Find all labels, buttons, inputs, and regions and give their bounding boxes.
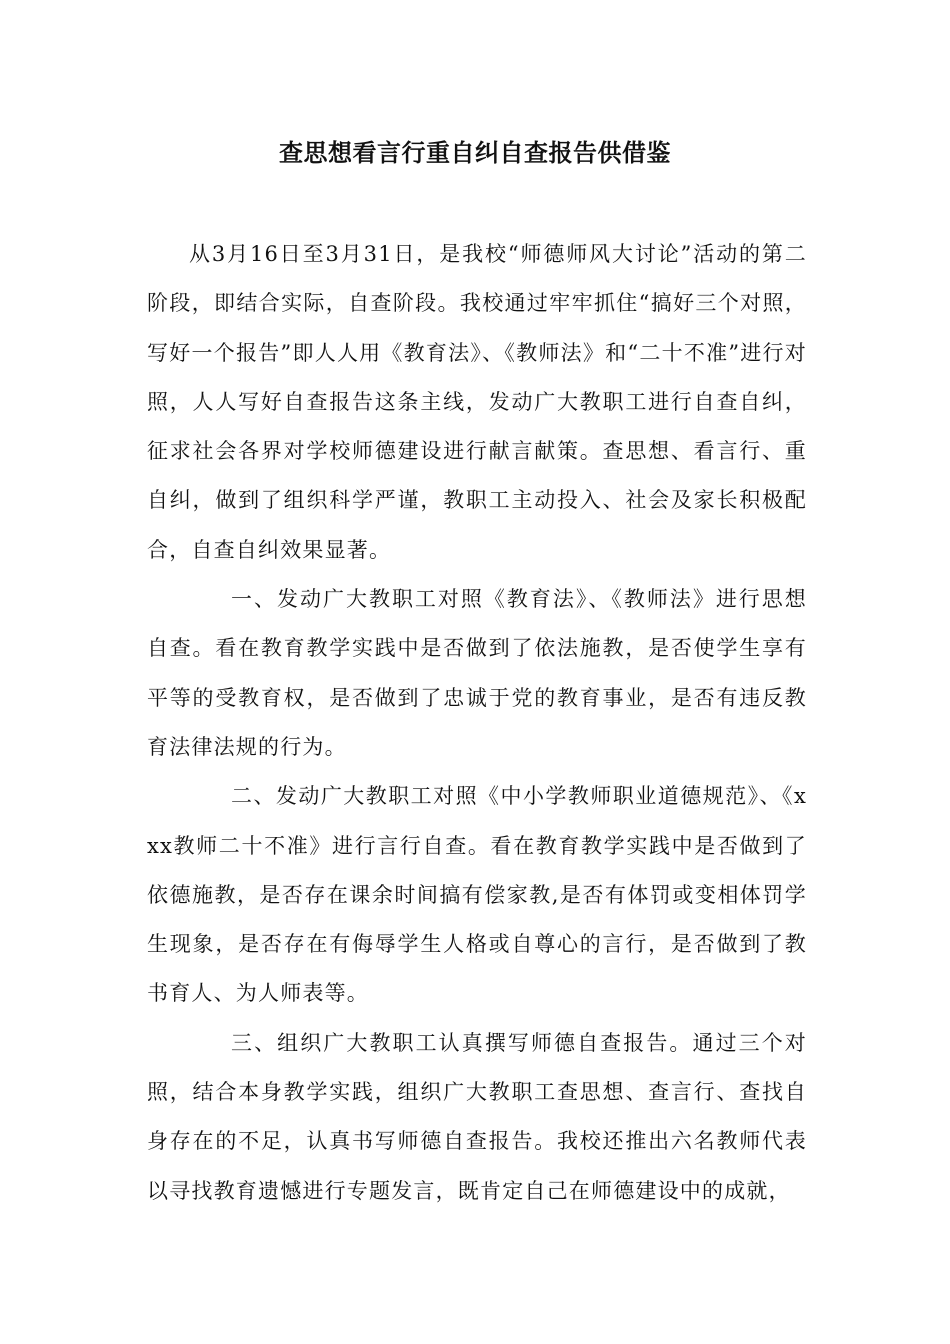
document-body [147, 230, 807, 1216]
document-title: 查思想看言行重自纠自查报告供借鉴 [279, 139, 671, 167]
paragraph-item-3: 三、组织广大教职工认真撰写师德自查报告。通过三个对照，结合本身教学实践，组织广大教职工查思想、查言行、查找自身存在的不足，认真书写师德自查报告。我校还推出六名教师代表以寻找教育遗憾进行专题发言，既肯定自己在师德建设中的成就， [147, 1030, 807, 1203]
paragraph-item-1: 一、发动广大教职工对照《教育法》、《教师法》进行思想自查。看在教育教学实践中是否做到了依法施教，是否使学生享有平等的受教育权，是否做到了忠诚于党的教育事业，是否有违反教育法律法规的行为。 [147, 587, 807, 759]
paragraph-item-2: 二、发动广大教职工对照《中小学教师职业道德规范》、《xxx教师二十不准》进行言行自查。看在教育教学实践中是否做到了依德施教，是否存在课余时间搞有偿家教,是否有体罚或变相体罚学生现象，是否存在有侮辱学生人格或自尊心的言行，是否做到了教书育人、为人师表等。 [147, 784, 807, 1006]
paragraph-intro: 从3月16日至3月31日，是我校“师德师风大讨论”活动的第二阶段，即结合实际，自查阶段。我校通过牢牢抓住“搞好三个对照，写好一个报告”即人人用《教育法》、《教师法》和“二十不准”进行对照，人人写好自查报告这条主线，发动广大教职工进行自查自纠，征求社会各界对学校师德建设进行献言献策。查思想、看言行、重自纠，做到了组织科学严谨，教职工主动投入、社会及家长积极配合，自查自纠效果显著。 [147, 242, 807, 562]
